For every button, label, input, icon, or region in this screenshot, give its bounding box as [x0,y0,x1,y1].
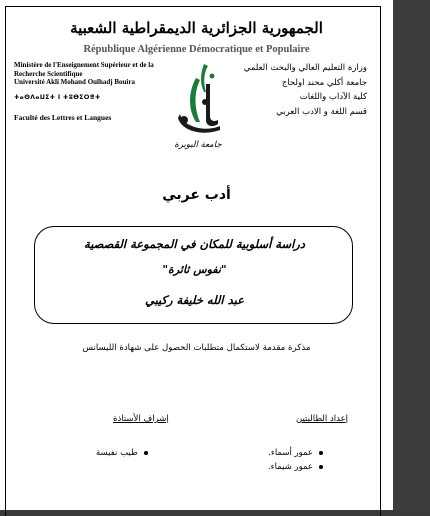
faculty-french: Faculté des Lettres et Langues [14,113,112,122]
student-name: عمور أسماء. [268,448,313,458]
memo-statement: مذكرة مقدمة لاستكمال متطلبات الحصول على شهادة الليسانس [82,343,311,353]
republic-french: République Algérienne Démocratique et Populaire [83,44,310,55]
thesis-title-line-2: "نفوس ثائرة" [162,263,227,276]
ministry-french-block [14,61,184,87]
logo-caption: جامعة البويرة [174,140,222,150]
university-french: Université Akli Mohand Oulhadj Bouira [14,78,135,87]
students-list [250,448,323,476]
arabic-institution-block [227,61,367,119]
thesis-title-line-1: دراسة أسلوبية للمكان في المجموعة القصصية [84,237,305,251]
supervisor-name: طيب نفيسة [96,448,138,458]
list-item [96,448,148,458]
supervisor-heading: إشراف الأستاذة [113,414,169,424]
university-logo-icon [170,62,226,134]
ministry-french: Ministère de l'Enseignement Supérieur et de la Recherche Scientifique [14,61,154,78]
bullet-icon [144,451,148,455]
students-heading: إعداد الطالبتين [295,414,348,424]
university-tifinagh: ⵜⴰⵙⴷⴰⵡⵉⵜ ⵏ ⵜⵓⴱⵉⵔⴻⵜ [14,94,101,101]
student-name: عمور شيماء. [267,462,313,472]
bullet-icon [319,451,323,455]
faculty-arabic: كلية الآداب واللغات [299,92,367,102]
viewer-side-panel [393,0,430,510]
republic-arabic: الجمهورية الجزائرية الديمقراطية الشعبية [70,19,323,37]
bullet-icon [319,465,323,469]
department-arabic: قسم اللغة و الادب العربي [276,106,367,117]
ministry-arabic: وزارة التعليم العالي والبحث العلمي [243,63,367,73]
list-item [250,448,323,458]
specialty-title: أدب عربي [162,187,231,203]
thesis-title-box [34,226,353,324]
supervisor-list [96,448,148,462]
list-item [250,462,323,472]
thesis-author-line: عبد الله خليفة ركيبي [145,293,244,307]
university-arabic: جامعة أكلي محند اولحاج [281,77,367,88]
